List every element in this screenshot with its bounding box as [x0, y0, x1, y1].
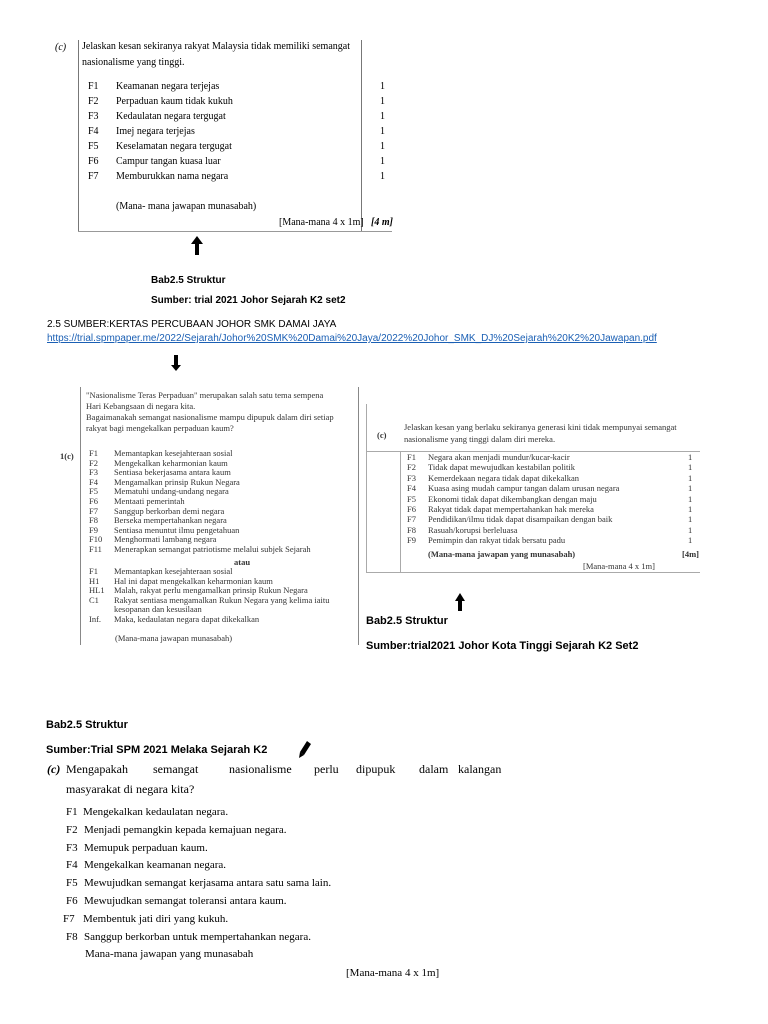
source2-heading: 2.5 SUMBER:KERTAS PERCUBAAN JOHOR SMK DAMAI JAYA [47, 319, 337, 330]
answer-code: F3 [407, 472, 416, 483]
block3-part-label: (c) [377, 430, 387, 440]
answer-mark: 1 [380, 96, 385, 107]
question-line: Hari Kebangsaan di negara kita. [86, 401, 196, 411]
answer-text: Menghormati lambang negara [114, 534, 217, 545]
answer-code: F1 [89, 566, 98, 576]
block2-or: atau [234, 557, 251, 567]
answer-text: Sanggup berkorban untuk mempertahankan negara. [84, 930, 311, 943]
answer-text: Rakyat sentiasa mengamalkan Rukun Negara yang kelima iaitu [114, 594, 330, 605]
answer-mark: 1 [380, 81, 385, 92]
block2-note: (Mana-mana jawapan munasabah) [115, 633, 233, 643]
answer-mark: 1 [380, 156, 385, 167]
question-line: Bagaimanakah semangat nasionalisme mampu dipupuk dalam diri setiap [86, 412, 334, 422]
caption3-chapter: Bab2.5 Struktur [366, 615, 448, 627]
block2-frame-right [358, 387, 359, 645]
answer-code: F7 [63, 912, 75, 925]
answer-mark: 1 [688, 483, 693, 494]
answer-code: F7 [89, 505, 98, 516]
answer-code: F1 [89, 448, 98, 458]
answer-text: Memupuk perpaduan kaum. [84, 841, 208, 854]
block1-frame-bottom [78, 231, 392, 232]
answer-text: Mengekalkan keharmonian kaum [114, 457, 228, 468]
block2-number: 1(c) [60, 451, 74, 461]
answer-text: Mematuhi undang-undang negara [114, 486, 229, 497]
answer-text: kesopanan dan kesusilaan [114, 604, 202, 615]
block1-frame-right [361, 40, 362, 232]
answer-code: F3 [66, 841, 78, 854]
answer-text: Membentuk jati diri yang kukuh. [83, 912, 229, 925]
answer-text: Pemimpin dan rakyat tidak bersatu padu [428, 535, 566, 546]
answer-code: Inf. [89, 614, 102, 624]
caption3-source: Sumber:trial2021 Johor Kota Tinggi Sejarah K2 Set2 [366, 640, 639, 652]
caption1-chapter: Bab2.5 Struktur [151, 275, 226, 286]
block4-note: Mana-mana jawapan yang munasabah [85, 948, 254, 960]
answer-code: F5 [407, 493, 416, 504]
answer-code: C1 [89, 594, 99, 605]
answer-mark: 1 [380, 126, 385, 137]
answer-code: F8 [89, 515, 98, 526]
answer-code: F4 [89, 476, 98, 487]
arrow-up-icon [190, 236, 204, 256]
block1-max-marks: [4 m] [371, 217, 393, 228]
answer-code: F2 [88, 96, 99, 107]
answer-text: Maka, kedaulatan negara dapat dikekalkan [114, 614, 260, 624]
answer-code: F3 [89, 467, 98, 478]
block4-total-marks: [Mana-mana 4 x 1m] [346, 967, 440, 979]
question-word: perlu [314, 762, 339, 776]
question-word: Mengapakah [66, 762, 128, 776]
answer-text: Negara akan menjadi mundur/kucar-kacir [428, 452, 570, 462]
answer-code: F1 [66, 806, 78, 818]
block1-frame-left [78, 40, 79, 232]
answer-code: H1 [89, 575, 100, 586]
answer-code: F8 [407, 524, 416, 535]
pen-icon [298, 741, 312, 759]
answer-mark: 1 [688, 452, 693, 462]
answer-mark: 1 [688, 493, 693, 504]
answer-text: Menerapkan semangat patriotisme melalui subjek Sejarah [114, 544, 311, 554]
block3-frame-bottom [366, 572, 700, 573]
answer-code: F3 [88, 111, 99, 122]
answer-code: HL1 [89, 585, 105, 596]
question-word: kalangan [458, 762, 502, 776]
answer-text: Kemerdekaan negara tidak dapat dikekalkan [428, 472, 580, 483]
answer-code: F5 [66, 877, 78, 890]
question-word: dalam [419, 762, 449, 776]
answer-text: Ekonomi tidak dapat dikembangkan dengan maju [428, 493, 597, 504]
answer-mark: 1 [688, 514, 693, 525]
source2-link[interactable]: https://trial.spmpaper.me/2022/Sejarah/Johor%20SMK%20Damai%20Jaya/2022%20Johor_SMK_DJ%20Sejarah%20K2%20Jawapan.pdf [47, 333, 657, 344]
block4-part-label: (c) [47, 762, 61, 776]
answer-mark: 1 [688, 472, 693, 483]
answer-code: F6 [88, 156, 99, 167]
block4-question-line2: masyarakat di negara kita? [66, 782, 195, 796]
answer-text: Menjadi pemangkin kepada kemajuan negara. [84, 823, 287, 836]
answer-text: Sentiasa bekerjasama antara kaum [114, 467, 231, 478]
arrow-down-icon [170, 355, 182, 372]
answer-text: Kuasa asing mudah campur tangan dalam urusan negara [428, 483, 620, 494]
answer-text: Berseka mempertahankan negara [114, 515, 227, 526]
answer-text: Mentaati pemerintah [114, 496, 185, 506]
answer-code: F6 [66, 895, 78, 907]
answer-mark: 1 [688, 535, 693, 546]
block3-frame-divider [400, 451, 401, 572]
answer-text: Campur tangan kuasa luar [116, 156, 221, 167]
question-word: dipupuk [356, 762, 396, 776]
block1-note: (Mana- mana jawapan munasabah) [116, 201, 257, 212]
question-line: rakyat bagi mengekalkan perpaduan kaum? [86, 423, 234, 433]
block1-total-marks: [Mana-mana 4 x 1m] [279, 217, 364, 228]
answer-code: F1 [88, 81, 99, 92]
answer-text: Sanggup berkorban demi negara [114, 505, 225, 516]
question-word: nasionalisme [229, 762, 292, 776]
answer-code: F9 [407, 535, 416, 546]
answer-code: F2 [66, 823, 78, 836]
answer-text: Pendidikan/ilmu tidak dapat disampaikan dengan baik [428, 514, 613, 525]
answer-text: Mewujudkan semangat toleransi antara kaum. [84, 895, 287, 907]
block3-question-line1: Jelaskan kesan yang berlaku sekiranya generasi kini tidak mempunyai semangat [404, 422, 677, 432]
answer-text: Imej negara terjejas [116, 126, 195, 137]
answer-code: F8 [66, 930, 78, 943]
answer-code: F5 [89, 486, 98, 497]
answer-code: F4 [407, 483, 416, 494]
answer-text: Rasuah/korupsi berleluasa [428, 524, 518, 535]
question-line: "Nasionalisme Teras Perpaduan" merupakan salah satu tema sempena [86, 390, 324, 400]
answer-text: Malah, rakyat perlu mengamalkan prinsip Rukun Negara [114, 585, 308, 596]
answer-text: Mengekalkan keamanan negara. [84, 859, 227, 872]
answer-code: F9 [89, 524, 98, 535]
answer-code: F2 [407, 462, 416, 473]
block3-total-marks: [Mana-mana 4 x 1m] [583, 561, 655, 571]
caption4-chapter: Bab2.5 Struktur [46, 719, 128, 731]
answer-text: Mengamalkan prinsip Rukun Negara [114, 476, 240, 487]
question-word: semangat [153, 762, 199, 776]
block1-question-line2: nasionalisme yang tinggi. [82, 57, 185, 68]
answer-code: F7 [88, 171, 99, 182]
answer-code: F6 [407, 504, 416, 514]
block3-note: (Mana-mana jawapan yang munasabah) [428, 549, 576, 559]
answer-text: Rakyat tidak dapat mempertahankan hak mereka [428, 504, 594, 514]
answer-code: F1 [407, 452, 416, 462]
answer-code: F10 [89, 534, 103, 545]
answer-text: Mewujudkan semangat kerjasama antara satu sama lain. [84, 877, 332, 890]
answer-mark: 1 [380, 141, 385, 152]
answer-text: Perpaduan kaum tidak kukuh [116, 96, 233, 107]
answer-code: F6 [89, 496, 98, 506]
answer-text: Tidak dapat mewujudkan kestabilan politik [428, 462, 575, 473]
answer-text: Memburukkan nama negara [116, 171, 229, 182]
answer-code: F2 [89, 457, 98, 468]
answer-text: Mengekalkan kedaulatan negara. [83, 806, 229, 818]
block1-question-line1: Jelaskan kesan sekiranya rakyat Malaysia tidak memiliki semangat [82, 41, 350, 52]
block3-question-line2: nasionalisme yang tinggi dalam diri mereka. [404, 434, 556, 444]
answer-text: Sentiasa menuntut ilmu pengetahuan [114, 524, 240, 535]
answer-code: F4 [88, 126, 99, 137]
answer-text: Memantapkan kesejahteraan sosial [114, 448, 233, 458]
block3-frame-left [366, 404, 367, 572]
answer-code: F5 [88, 141, 99, 152]
answer-text: Hal ini dapat mengekalkan keharmonian kaum [114, 575, 273, 586]
answer-mark: 1 [380, 171, 385, 182]
answer-mark: 1 [688, 504, 693, 514]
arrow-up-icon [454, 593, 466, 612]
caption1-source: Sumber: trial 2021 Johor Sejarah K2 set2 [151, 295, 346, 306]
answer-code: F7 [407, 514, 416, 525]
answer-text: Kedaulatan negara tergugat [116, 111, 226, 122]
answer-code: F11 [89, 544, 102, 554]
block3-max-marks: [4m] [682, 549, 699, 559]
block1-part-label: (c) [55, 42, 67, 53]
block2-frame-left [80, 387, 81, 645]
answer-text: Memantapkan kesejahteraan sosial [114, 566, 233, 576]
answer-code: F4 [66, 859, 78, 872]
answer-mark: 1 [688, 462, 693, 473]
answer-text: Keamanan negara terjejas [116, 81, 220, 92]
answer-mark: 1 [380, 111, 385, 122]
answer-text: Keselamatan negara tergugat [116, 141, 232, 152]
answer-mark: 1 [688, 524, 693, 535]
caption4-source: Sumber:Trial SPM 2021 Melaka Sejarah K2 [46, 744, 268, 756]
